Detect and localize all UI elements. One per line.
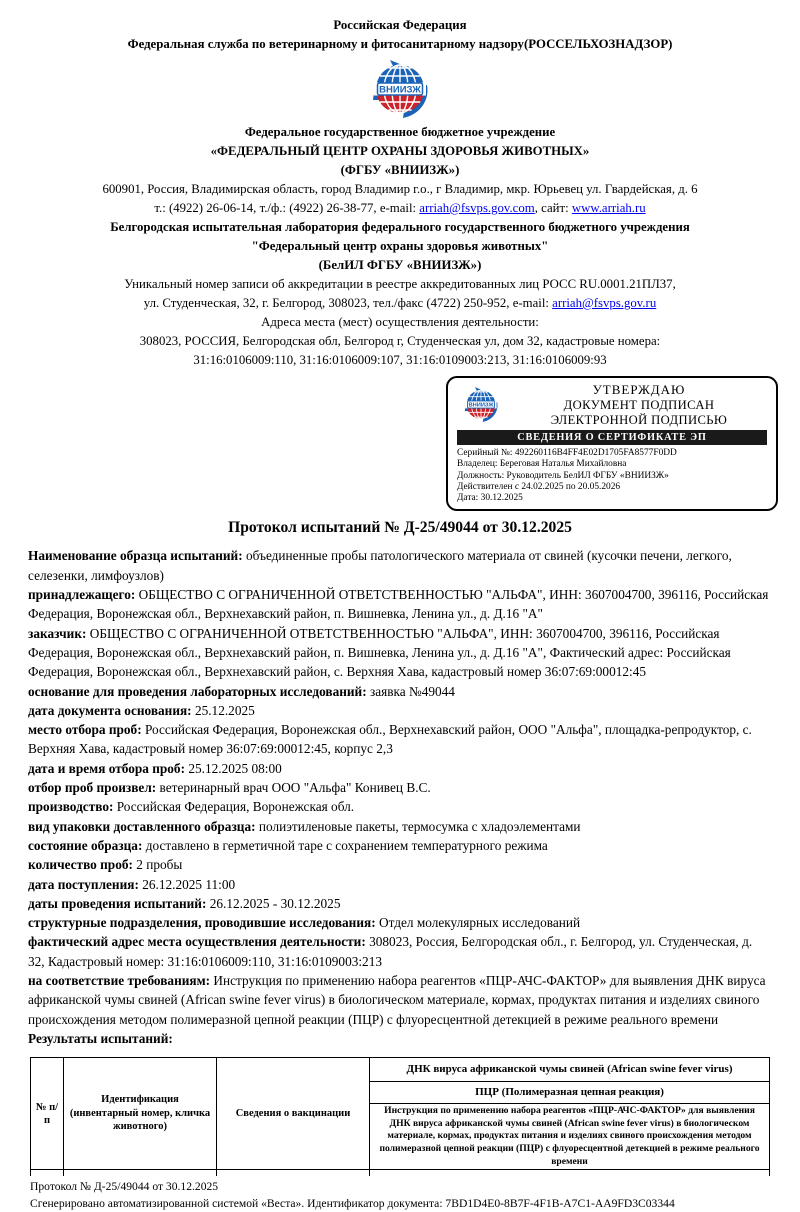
table-partial-cell-vaccination	[217, 1170, 370, 1177]
table-partial-row	[31, 1170, 770, 1177]
field-packaging-value: полиэтиленовые пакеты, термосумка с хладоэлементами	[258, 818, 581, 834]
field-owner	[28, 585, 772, 624]
header-lab-line1: Белгородская испытательная лаборатория федерального государственного бюджетного учреждения	[110, 220, 690, 234]
stamp-top	[457, 382, 767, 427]
field-sample-count-label: количество проб:	[28, 857, 133, 873]
vniizh-globe-small-icon	[457, 385, 505, 424]
field-production-label: производство:	[28, 799, 114, 815]
table-partial-cell-identification	[64, 1170, 217, 1177]
header-lab-abbr: (БелИЛ ФГБУ «ВНИИЗЖ»)	[318, 258, 482, 272]
table-header-method-detail: Инструкция по применению набора реагентов «ПЦР-АЧС-ФАКТОР» для выявления ДНК вируса африканской чумы свиней (African swine fever virus) в биологическом материале, кормах, продуктах питания и изделиях свиного происхождения методом полимеразной цепной реакции (ПЦР) с флуоресцентной детекцией в режиме реального времени	[370, 1104, 770, 1170]
field-sampling-place-value: Российская Федерация, Воронежская обл., Верхнехавский район, ООО "Альфа", площадка-репродуктор, с. Верхняя Хава, кадастровый номер 36:07:69:00012:45, корпус 2,3	[28, 722, 752, 757]
field-departments	[28, 913, 772, 932]
org-email-link[interactable]: arriah@fsvps.gov.com	[419, 201, 535, 215]
field-sampling-datetime-label: дата и время отбора проб:	[28, 760, 186, 776]
signature-stamp	[446, 376, 778, 511]
header-service: Федеральная служба по ветеринарному и фитосанитарному надзору(РОССЕЛЬХОЗНАДЗОР)	[127, 37, 673, 51]
page-title: Протокол испытаний № Д-25/49044 от 30.12.2025	[228, 519, 572, 537]
field-sampled-by	[28, 778, 772, 797]
footer-generated: Сгенерировано автоматизированной системой «Веста». Идентификатор документа: 7BD1D4E0-8B7F-4F1B-A7C1-AA9FD3C03344	[30, 1196, 675, 1210]
stamp-area	[0, 376, 778, 511]
org-site-link[interactable]: www.arriah.ru	[571, 201, 646, 215]
vniizh-globe-icon	[360, 57, 440, 121]
header-activity-title: Адреса места (мест) осуществления деятельности:	[261, 315, 539, 329]
field-sampling-place-label: место отбора проб:	[28, 722, 142, 738]
table-partial-cell-result	[370, 1170, 770, 1177]
field-requirements-label: на соответствие требованиям:	[28, 973, 211, 989]
field-sampling-datetime-value: 25.12.2025 08:00	[188, 760, 282, 776]
results-heading: Результаты испытаний:	[28, 1030, 173, 1046]
field-receipt-date-label: дата поступления:	[28, 876, 139, 892]
field-customer-value: ОБЩЕСТВО С ОГРАНИЧЕННОЙ ОТВЕТСТВЕННОСТЬЮ "АЛЬФА", ИНН: 3607004700, 396116, Российская Федерация, Воронежская обл., Верхнехавский район, п. Вишневка, Ленина ул., д. Д.16 "А", Фактический адрес: Российская Федерация, Воронежская обл., Верхнехавский район, с. Верхняя Хава, кадастровый номер 36:07:69:00012:45	[28, 625, 731, 680]
stamp-signed-line1: ДОКУМЕНТ ПОДПИСАН	[563, 398, 715, 412]
vniizh-logo-small	[457, 385, 505, 424]
field-activity-address-value: 308023, Россия, Белгородская обл., г. Белгород, ул. Студенческая, д. 32, Кадастровый номер: 31:16:0106009:110, 31:16:0109003:213	[28, 934, 753, 969]
lab-contacts-pre: ул. Студенческая, 32, г. Белгород, 308023, тел./факс (4722) 250-952, e-mail:	[143, 296, 553, 310]
field-sample-count-value: 2 пробы	[136, 857, 183, 873]
field-test-dates	[28, 894, 772, 913]
field-owner-value: ОБЩЕСТВО С ОГРАНИЧЕННОЙ ОТВЕТСТВЕННОСТЬЮ "АЛЬФА", ИНН: 3607004700, 396116, Российская Федерация, Воронежская обл., Верхнехавский район, п. Вишневка, Ленина ул., д. Д.16 "А"	[28, 587, 769, 622]
header-activity-address: 308023, РОССИЯ, Белгородская обл, Белгород г, Студенческая ул, дом 32, кадастровые номера:	[139, 334, 661, 348]
header-accreditation: Уникальный номер записи об аккредитации в реестре аккредитованных лиц РОСС RU.0001.21ПЛ37,	[124, 277, 676, 291]
org-contacts-mid: , сайт:	[534, 201, 572, 215]
header-country: Российская Федерация	[333, 18, 467, 32]
field-requirements	[28, 971, 772, 1029]
field-basis-date-value: 25.12.2025	[194, 702, 255, 718]
stamp-head	[511, 382, 767, 427]
field-packaging-label: вид упаковки доставленного образца:	[28, 818, 256, 834]
field-sampling-datetime	[28, 759, 772, 778]
field-production	[28, 797, 772, 816]
field-requirements-value: Инструкция по применению набора реагентов «ПЦР-АЧС-ФАКТОР» для выявления ДНК вируса африканской чумы свиней (African swine fever virus) в биологическом материале, кормах, продуктах питания и изделиях свиного происхождения методом полимеразной цепной реакции (ПЦР) с флуоресцентной детекцией в режиме реального времени	[28, 973, 766, 1027]
field-activity-address	[28, 932, 772, 971]
field-owner-label: принадлежащего:	[28, 587, 136, 603]
stamp-serial: Серийный №: 492260116B4FF4E02D1705FA8577F0DD	[457, 448, 677, 458]
table-partial-cell-num	[31, 1170, 64, 1177]
header-activity-cadastre: 31:16:0106009:110, 31:16:0106009:107, 31:16:0109003:213, 31:16:0106009:93	[193, 353, 607, 367]
logo-small-text: ВНИИЗЖ	[468, 402, 494, 409]
field-sampled-by-value: ветеринарный врач ООО "Альфа" Конивец В.С.	[159, 780, 431, 796]
field-basis-label: основание для проведения лабораторных исследований:	[28, 683, 367, 699]
field-sample-count	[28, 855, 772, 874]
document-footer	[30, 1179, 800, 1212]
stamp-signed-line2: ЭЛЕКТРОННОЙ ПОДПИСЬЮ	[550, 412, 728, 427]
field-sample-name-value: объединенные пробы патологического материала от свиней (кусочки печени, легкого, селезенки, лимфоузлов)	[28, 548, 732, 583]
field-packaging	[28, 817, 772, 836]
stamp-date: Дата: 30.12.2025	[457, 493, 523, 504]
field-test-dates-value: 26.12.2025 - 30.12.2025	[209, 895, 341, 911]
protocol-body	[28, 546, 772, 1048]
table-header-row-1	[31, 1058, 770, 1082]
field-basis-date	[28, 701, 772, 720]
field-sampled-by-label: отбор проб произвел:	[28, 780, 157, 796]
field-receipt-date	[28, 875, 772, 894]
field-departments-value: Отдел молекулярных исследований	[378, 915, 581, 931]
field-activity-address-label: фактический адрес места осуществления деятельности:	[28, 934, 366, 950]
stamp-validity: Действителен с 24.02.2025 по 20.05.2026	[457, 481, 621, 492]
logo-text: ВНИИЗЖ	[379, 84, 421, 96]
field-sample-condition-value: доставлено в герметичной таре с сохранением температурного режима	[145, 837, 548, 853]
field-receipt-date-value: 26.12.2025 11:00	[142, 876, 236, 892]
header-lab-contacts	[0, 294, 800, 313]
field-sampling-place	[28, 720, 772, 759]
stamp-owner: Владелец: Береговая Наталья Михайловна	[457, 459, 627, 470]
field-sample-condition	[28, 836, 772, 855]
footer-protocol-number: Протокол № Д-25/49044 от 30.12.2025	[30, 1180, 219, 1194]
results-table	[30, 1057, 770, 1176]
field-sample-name	[28, 546, 772, 585]
field-test-dates-label: даты проведения испытаний:	[28, 895, 207, 911]
field-customer-label: заказчик:	[28, 625, 87, 641]
header-org-type: Федеральное государственное бюджетное учреждение	[244, 125, 556, 139]
table-header-num: № п/п	[31, 1058, 64, 1170]
table-header-identification: Идентификация (инвентарный номер, кличка животного)	[64, 1058, 217, 1170]
lab-email-link[interactable]: arriah@fsvps.gov.ru	[552, 296, 657, 310]
table-header-vaccination: Сведения о вакцинации	[217, 1058, 370, 1170]
stamp-cert-bar: СВЕДЕНИЯ О СЕРТИФИКАТЕ ЭП	[457, 430, 767, 445]
field-basis	[28, 682, 772, 701]
field-customer	[28, 624, 772, 682]
org-contacts-pre: т.: (4922) 26-06-14, т./ф.: (4922) 26-38-77, e-mail:	[154, 201, 420, 215]
header-org-address: 600901, Россия, Владимирская область, город Владимир г.о., г Владимир, мкр. Юрьевец ул. Гвардейская, д. 6	[102, 182, 698, 196]
field-departments-label: структурные подразделения, проводившие исследования:	[28, 915, 376, 931]
table-header-method: ПЦР (Полимеразная цепная реакция)	[370, 1082, 770, 1104]
stamp-approve: УТВЕРЖДАЮ	[592, 382, 686, 397]
field-production-value: Российская Федерация, Воронежская обл.	[116, 799, 355, 815]
field-sample-condition-label: состояние образца:	[28, 837, 143, 853]
header-org-abbr: (ФГБУ «ВНИИЗЖ»)	[340, 163, 460, 177]
header-org-name: «ФЕДЕРАЛЬНЫЙ ЦЕНТР ОХРАНЫ ЗДОРОВЬЯ ЖИВОТНЫХ»	[210, 144, 590, 158]
field-basis-value: заявка №49044	[369, 683, 455, 699]
stamp-position: Должность: Руководитель БелИЛ ФГБУ «ВНИИЗЖ»	[457, 470, 669, 481]
header-org-contacts	[0, 199, 800, 218]
table-header-test-name: ДНК вируса африканской чумы свиней (African swine fever virus)	[370, 1058, 770, 1082]
field-basis-date-label: дата документа основания:	[28, 702, 192, 718]
field-sample-name-label: Наименование образца испытаний:	[28, 548, 243, 564]
header-lab-line2: "Федеральный центр охраны здоровья животных"	[251, 239, 549, 253]
vniizh-logo	[360, 57, 440, 121]
